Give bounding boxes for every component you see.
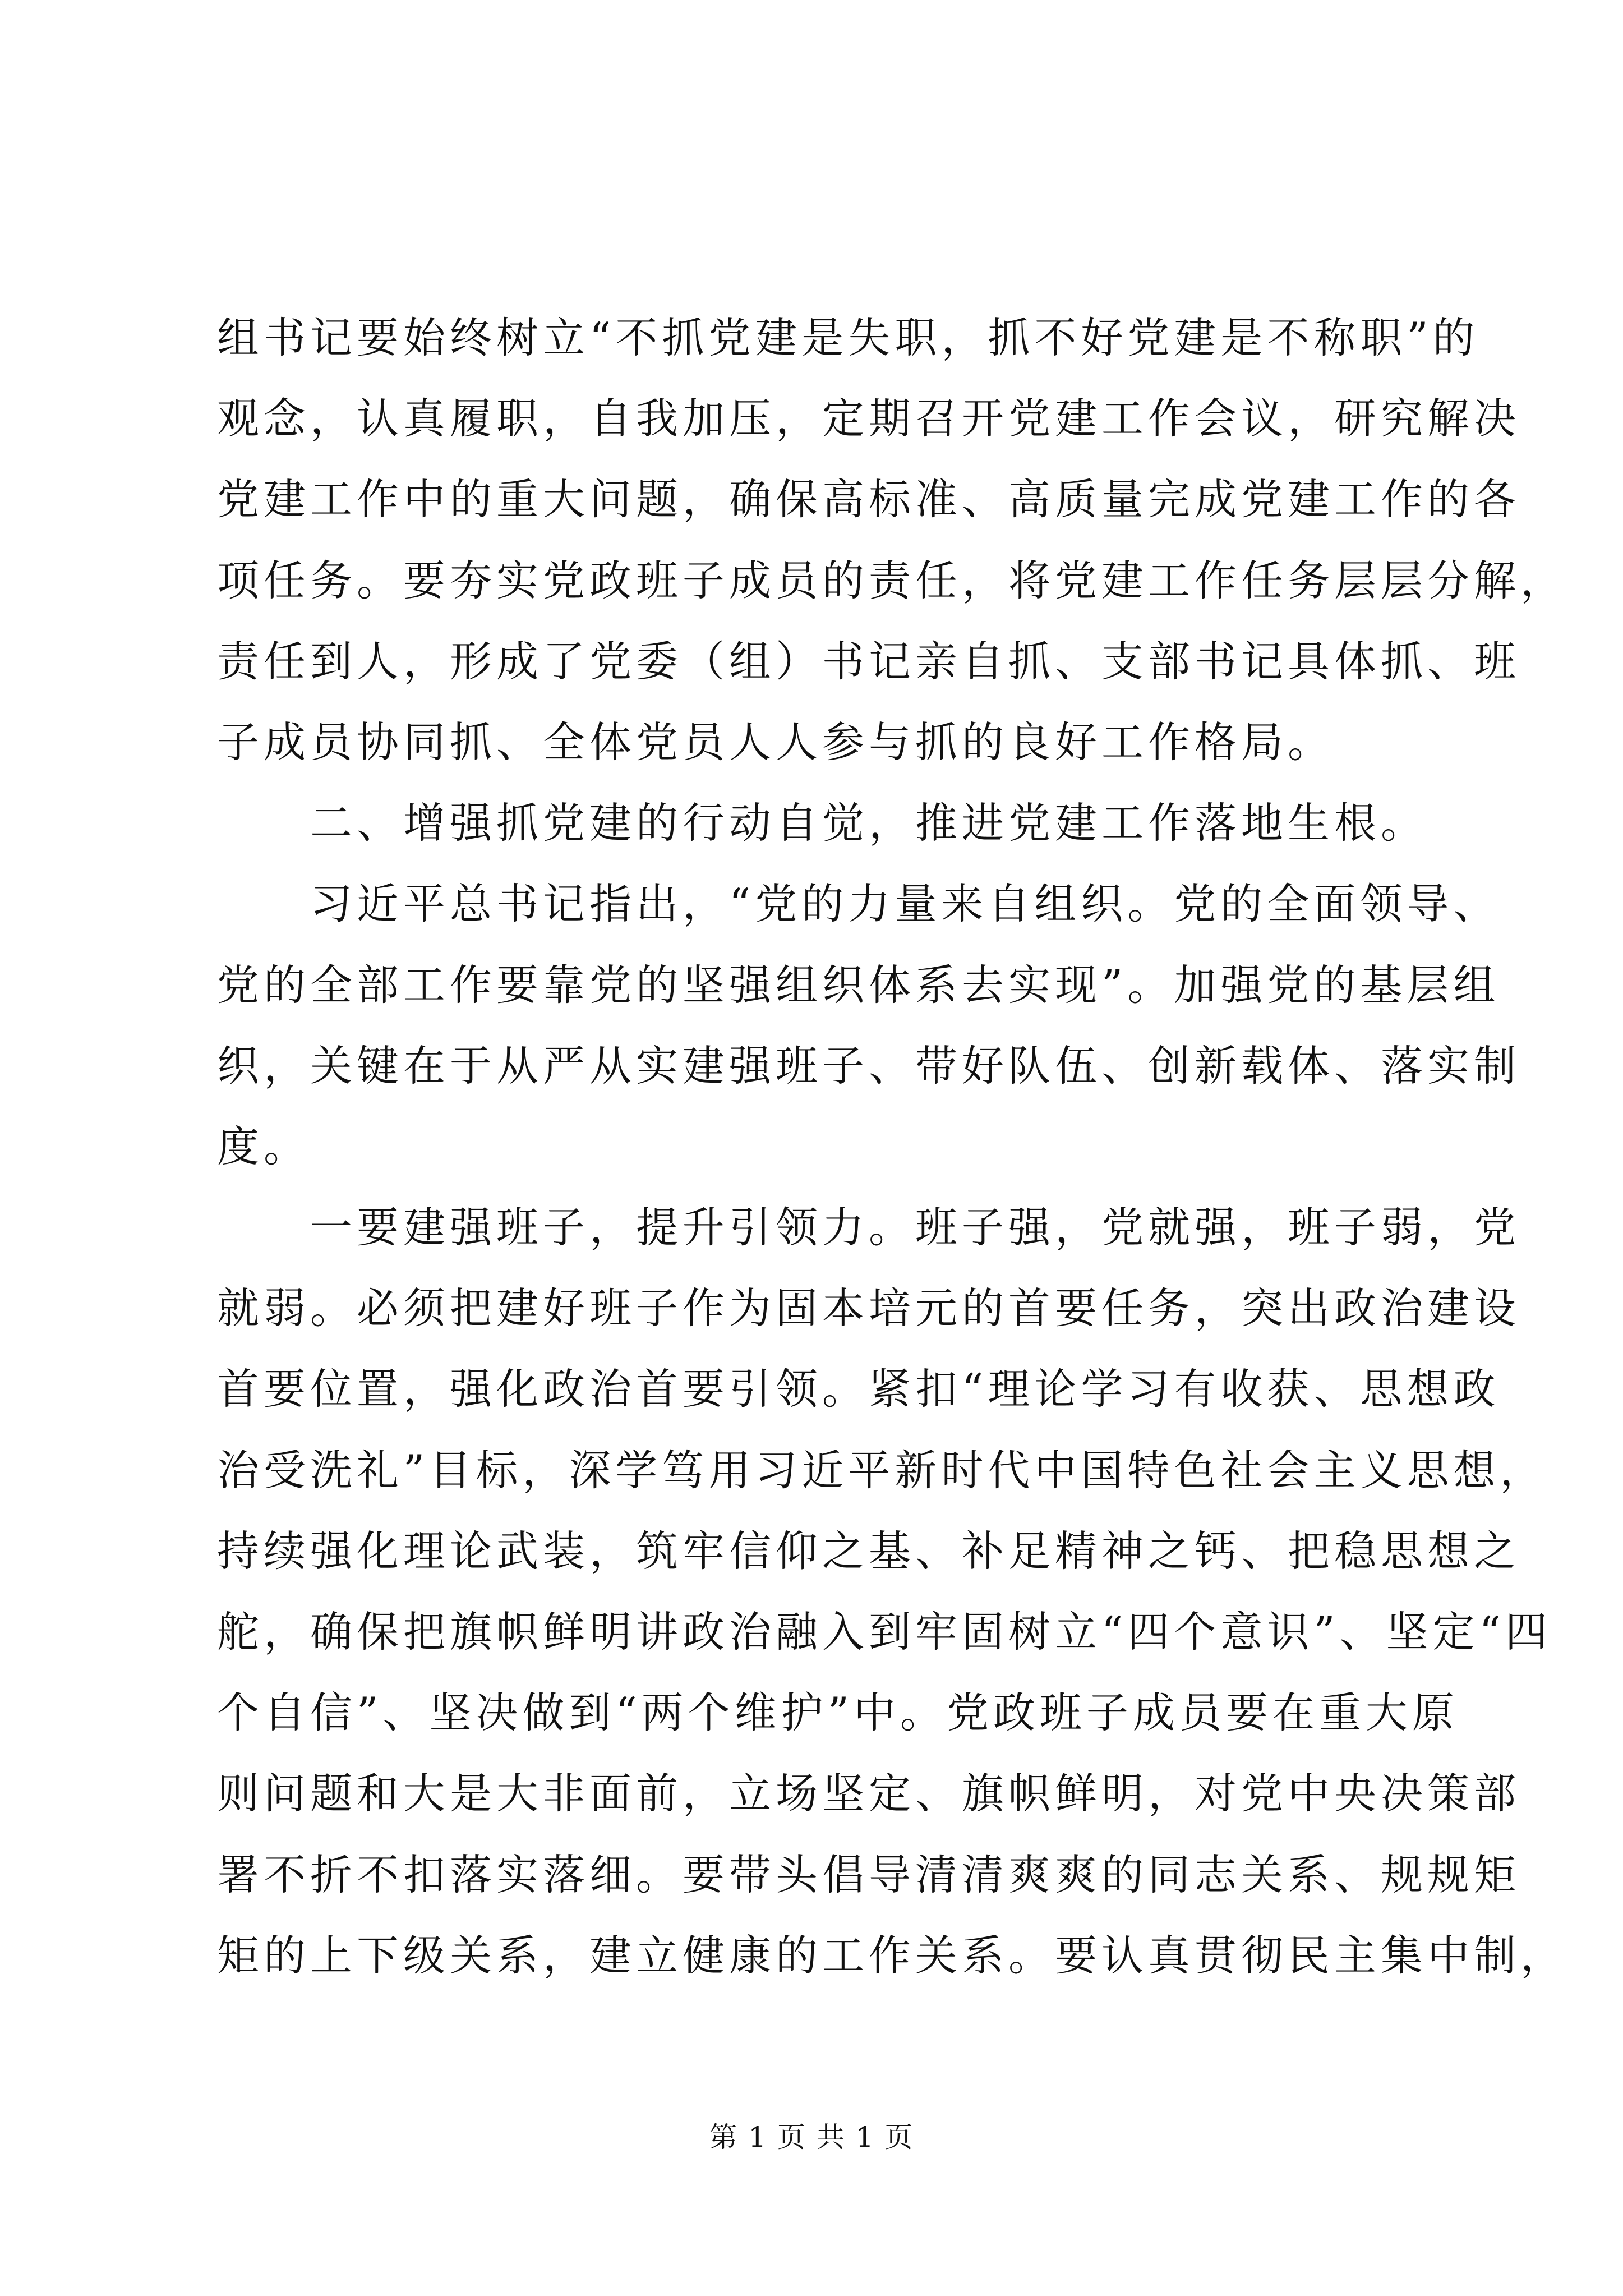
text-line: 首要位置，强化政治首要引领。紧扣“理论学习有收获、思想政 — [217, 1364, 1500, 1414]
text-line: 署不折不扣落实落细。要带头倡导清清爽爽的同志关系、规规矩 — [217, 1849, 1521, 1899]
text-line: 习近平总书记指出，“党的力量来自组织。党的全面领导、 — [310, 879, 1500, 929]
text-line: 党的全部工作要靠党的坚强组织体系去实现”。加强党的基层组 — [217, 960, 1500, 1010]
text-line: 责任到人，形成了党委（组）书记亲自抓、支部书记具体抓、班 — [217, 636, 1521, 686]
body-text — [217, 297, 1567, 1996]
text-line: 个自信”、坚决做到“两个维护”中。党政班子成员要在重大原 — [217, 1688, 1459, 1738]
text-line: 党建工作中的重大问题，确保高标准、高质量完成党建工作的各 — [217, 475, 1521, 524]
text-line: 组书记要始终树立“不抓党建是失职，抓不好党建是不称职”的 — [217, 313, 1479, 362]
text-line: 度。 — [217, 1121, 311, 1171]
text-line: 项任务。要夯实党政班子成员的责任，将党建工作任务层层分解， — [217, 555, 1567, 605]
text-line: 就弱。必须把建好班子作为固本培元的首要任务，突出政治建设 — [217, 1283, 1521, 1333]
text-line: 舵，确保把旗帜鲜明讲政治融入到牢固树立“四个意识”、坚定“四 — [217, 1607, 1552, 1657]
section-heading: 二、增强抓党建的行动自觉，推进党建工作落地生根。 — [310, 798, 1428, 848]
text-line: 一要建强班子，提升引领力。班子强，党就强，班子弱，党 — [310, 1203, 1521, 1253]
page-footer: 第 1 页 共 1 页 — [709, 2121, 914, 2154]
text-line: 子成员协同抓、全体党员人人参与抓的良好工作格局。 — [217, 717, 1335, 767]
text-line: 矩的上下级关系，建立健康的工作关系。要认真贯彻民主集中制， — [217, 1930, 1567, 1980]
text-line: 织，关键在于从严从实建强班子、带好队伍、创新载体、落实制 — [217, 1041, 1521, 1091]
text-line: 观念，认真履职，自我加压，定期召开党建工作会议，研究解决 — [217, 394, 1521, 444]
text-line: 则问题和大是大非面前，立场坚定、旗帜鲜明，对党中央决策部 — [217, 1769, 1521, 1819]
text-line: 治受洗礼”目标，深学笃用习近平新时代中国特色社会主义思想， — [217, 1445, 1547, 1495]
text-line: 持续强化理论武装，筑牢信仰之基、补足精神之钙、把稳思想之 — [217, 1526, 1521, 1576]
